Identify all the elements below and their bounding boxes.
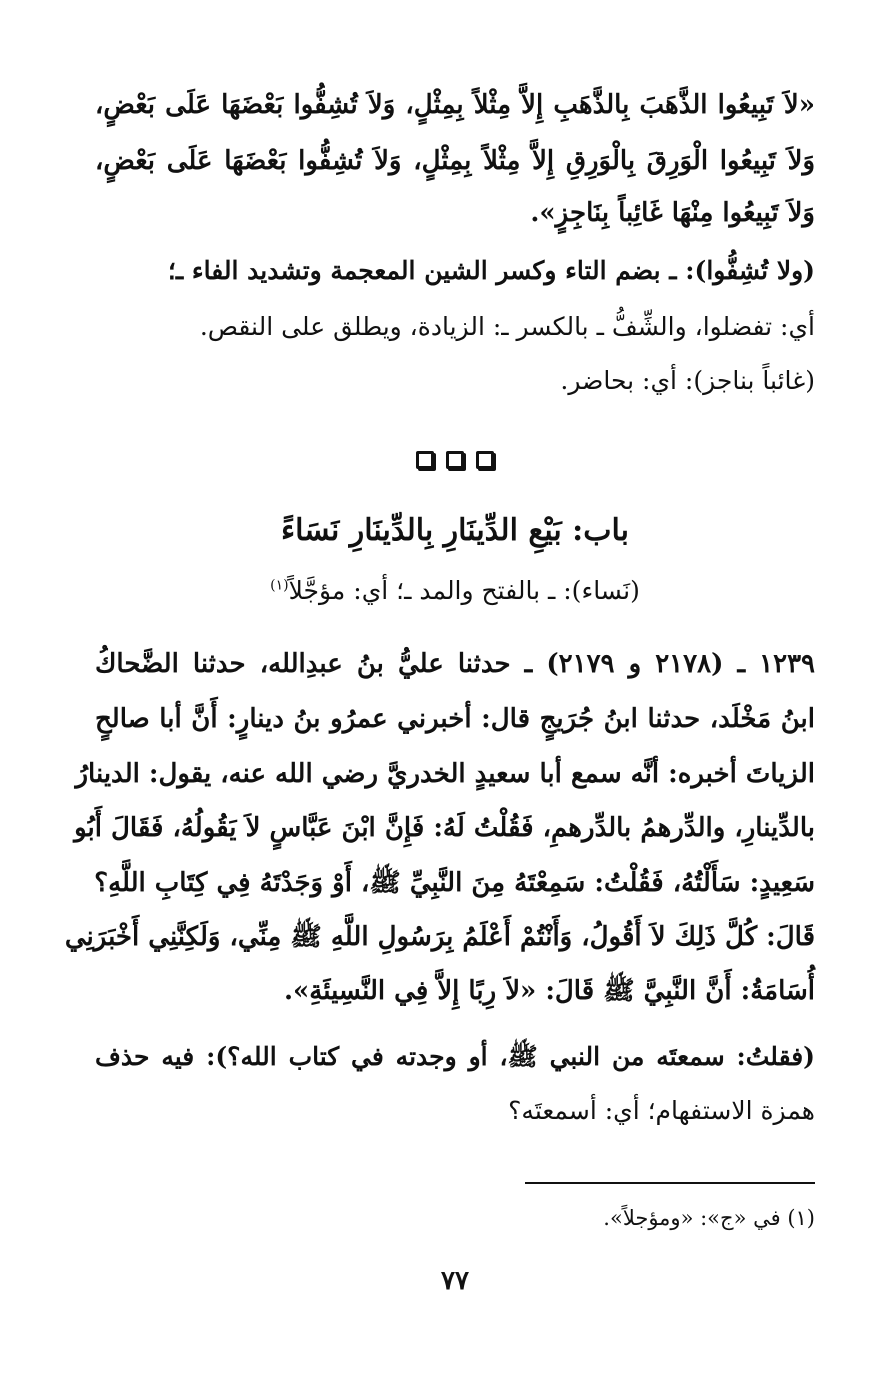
divider-square-icon <box>446 451 464 469</box>
chapter-note-text: (نَساء): ـ بالفتح والمد ـ؛ أي: مؤجَّلاً <box>288 576 640 605</box>
page-number: ٧٧ <box>441 1266 469 1296</box>
hadith2-line-4: بالدِّينارِ، والدِّرهمُ بالدِّرهمِ، فَقُلْتُ لَهُ: فَإِنَّ ابْنَ عَبَّاسٍ لاَ يَقُولُهُ، فَقَالَ أَبُو <box>74 813 815 843</box>
explanation-line-3: (غائباً بناجز): أي: بحاضر. <box>560 366 815 395</box>
chapter-title: باب: بَيْعِ الدِّينَارِ بِالدِّينَارِ نَسَاءً <box>281 513 629 548</box>
hadith-line-3: وَلاَ تَبِيعُوا مِنْهَا غَائِباً بِنَاجِزٍ». <box>530 198 815 228</box>
divider-square-icon <box>476 451 494 469</box>
hadith2-line-7: أُسَامَةُ: أَنَّ النَّبِيَّ ﷺ قَالَ: «لاَ رِبًا إِلاَّ فِي النَّسِيئَةِ». <box>284 976 815 1006</box>
hadith2-line-1: ١٢٣٩ ـ (٢١٧٨ و ٢١٧٩) ـ حدثنا عليُّ بنُ عبدِالله، حدثنا الضَّحاكُ <box>95 649 816 679</box>
footnote: (١) في «ج»: «ومؤجلاً». <box>603 1206 815 1230</box>
explanation2-line-1: (فقلتُ: سمعتَه من النبي ﷺ، أو وجدته في كتاب الله؟): فيه حذف <box>95 1042 815 1071</box>
explanation2-line-2: همزة الاستفهام؛ أي: أسمعتَه؟ <box>508 1096 815 1125</box>
hadith2-line-2: ابنُ مَخْلَد، حدثنا ابنُ جُرَيجٍ قال: أخبرني عمرُو بنُ دينارٍ: أَنَّ أبا صالحٍ <box>95 704 815 734</box>
footnote-ref: (١) <box>270 577 289 594</box>
hadith-line-1: «لاَ تَبِيعُوا الذَّهَبَ بِالذَّهَبِ إِلاَّ مِثْلاً بِمِثْلٍ، وَلاَ تُشِفُّوا بَعْضَهَا عَلَى بَعْضٍ، <box>95 90 815 120</box>
section-divider <box>95 451 815 469</box>
hadith-line-2: وَلاَ تَبِيعُوا الْوَرِقَ بِالْوَرِقِ إِلاَّ مِثْلاً بِمِثْلٍ، وَلاَ تُشِفُّوا بَعْضَهَا عَلَى بَعْضٍ، <box>95 146 815 176</box>
chapter-note <box>95 578 815 603</box>
hadith2-line-3: الزياتَ أخبره: أنَّه سمع أبا سعيدٍ الخدريَّ رضي الله عنه، يقول: الدينارُ <box>75 759 815 789</box>
hadith2-line-5: سَعِيدٍ: سَأَلْتُهُ، فَقُلْتُ: سَمِعْتَهُ مِنَ النَّبِيِّ ﷺ، أَوْ وَجَدْتَهُ فِي كِتَابِ اللَّهِ؟ <box>94 868 815 898</box>
hadith2-line-6: قَالَ: كُلَّ ذَلِكَ لاَ أَقُولُ، وَأَنْتُمْ أَعْلَمُ بِرَسُولِ اللَّهِ ﷺ مِنِّي، وَلَكِنَّنِي أَخْبَرَنِي <box>64 922 815 952</box>
book-page <box>64 78 816 1338</box>
divider-square-icon <box>416 451 434 469</box>
footnote-rule <box>525 1182 815 1184</box>
explanation-line-1 <box>95 258 815 283</box>
explanation-line-2: أي: تفضلوا، والشِّفُّ ـ بالكسر ـ: الزيادة، ويطلق على النقص. <box>199 312 815 341</box>
explanation-line-1-text: (ولا تُشِفُّوا): ـ بضم التاء وكسر الشين المعجمة وتشديد الفاء ـ؛ <box>167 256 815 285</box>
